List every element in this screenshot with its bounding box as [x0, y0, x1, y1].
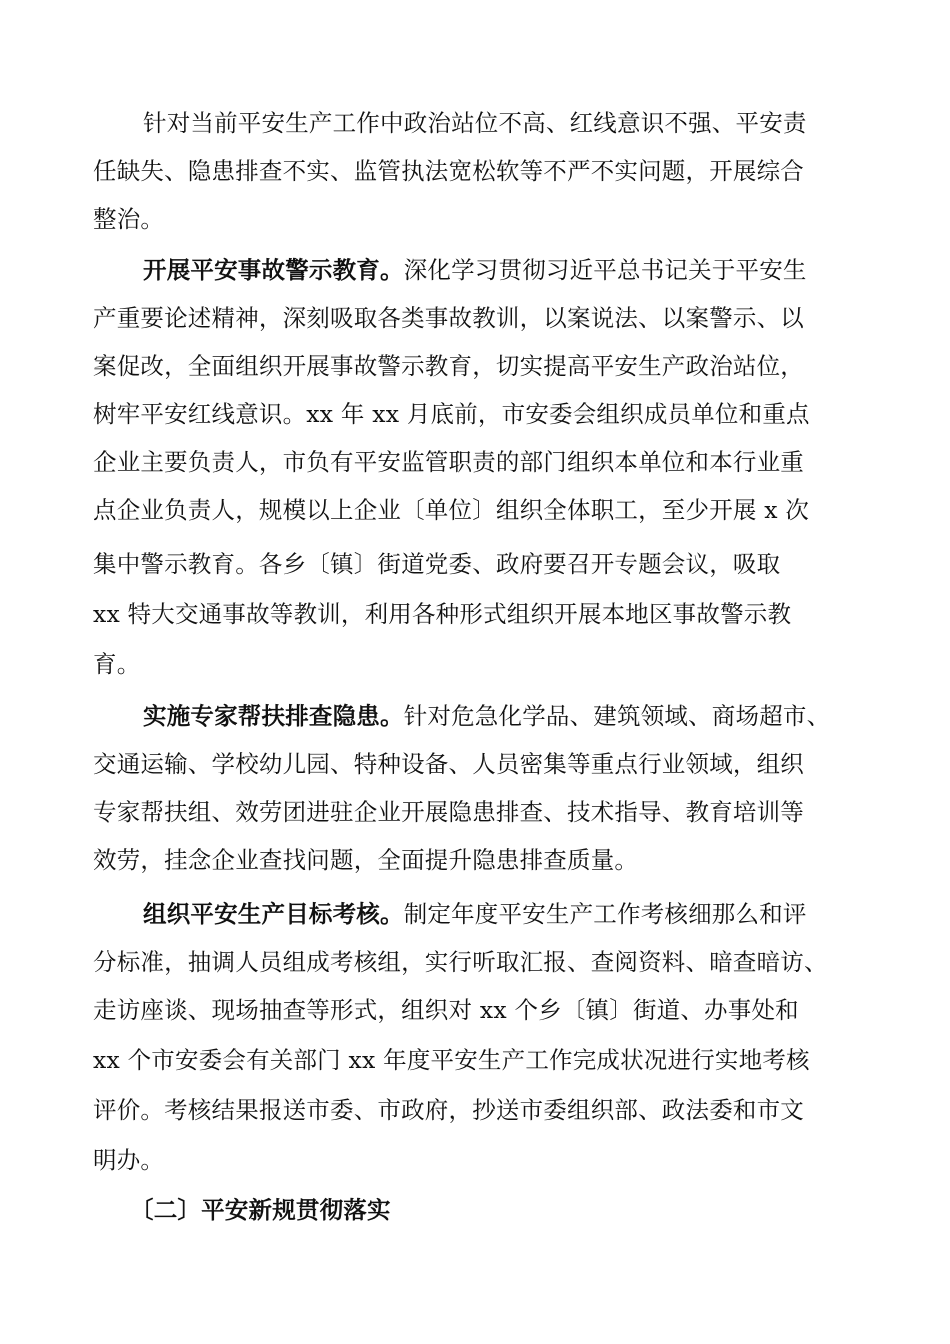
assessment-paragraph-first-line	[143, 899, 807, 929]
intro-line-3: 整治。	[93, 205, 165, 233]
warning-line-8: xx 特大交通事故等教训，利用各种形式组织开展本地区事故警示教	[93, 600, 792, 628]
warning-heading: 开展平安事故警示教育。	[143, 256, 404, 284]
intro-line-1: 针对当前平安生产工作中政治站位不高、红线意识不强、平安责	[143, 109, 807, 137]
experts-line-1-rest: 针对危急化学品、建筑领域、商场超市、	[403, 702, 831, 730]
assessment-line-1-rest: 制定年度平安生产工作考核细那么和评	[403, 900, 807, 928]
warning-line-6: 点企业负责人，规模以上企业〔单位〕组织全体职工，至少开展 x 次	[93, 496, 810, 524]
warning-line-5: 企业主要负责人，市负有平安监管职责的部门组织本单位和本行业重	[93, 448, 804, 476]
experts-paragraph-first-line	[143, 701, 830, 731]
warning-line-1-rest: 深化学习贯彻习近平总书记关于平安生	[403, 256, 807, 284]
warning-line-9: 育。	[93, 650, 141, 678]
experts-line-2: 交通运输、学校幼儿园、特种设备、人员密集等重点行业领域，组织	[93, 750, 804, 778]
assessment-heading: 组织平安生产目标考核。	[143, 900, 404, 928]
assessment-line-6: 明办。	[93, 1146, 165, 1174]
warning-line-3: 案促改，全面组织开展事故警示教育，切实提高平安生产政治站位，	[93, 352, 804, 380]
experts-line-4: 效劳，挂念企业查找问题，全面提升隐患排查质量。	[93, 846, 639, 874]
assessment-line-5: 评价。考核结果报送市委、市政府，抄送市委组织部、政法委和市文	[93, 1096, 804, 1124]
subsection-title: 〔二〕平安新规贯彻落实	[130, 1196, 391, 1224]
experts-line-3: 专家帮扶组、效劳团进驻企业开展隐患排查、技术指导、教育培训等	[93, 798, 804, 826]
assessment-line-4: xx 个市安委会有关部门 xx 年度平安生产工作完成状况进行实地考核	[93, 1046, 810, 1074]
warning-line-7: 集中警示教育。各乡〔镇〕街道党委、政府要召开专题会议，吸取	[93, 550, 781, 578]
assessment-line-3: 走访座谈、现场抽查等形式，组织对 xx 个乡〔镇〕街道、办事处和	[93, 996, 799, 1024]
warning-line-4: 树牢平安红线意识。xx 年 xx 月底前，市安委会组织成员单位和重点	[93, 400, 810, 428]
warning-paragraph-first-line	[143, 255, 807, 285]
assessment-line-2: 分标准，抽调人员组成考核组，实行听取汇报、查阅资料、暗查暗访、	[93, 948, 828, 976]
experts-heading: 实施专家帮扶排查隐患。	[143, 702, 404, 730]
warning-line-2: 产重要论述精神，深刻吸取各类事故教训，以案说法、以案警示、以	[93, 304, 804, 332]
intro-line-2: 任缺失、隐患排查不实、监管执法宽松软等不严不实问题，开展综合	[93, 157, 804, 185]
